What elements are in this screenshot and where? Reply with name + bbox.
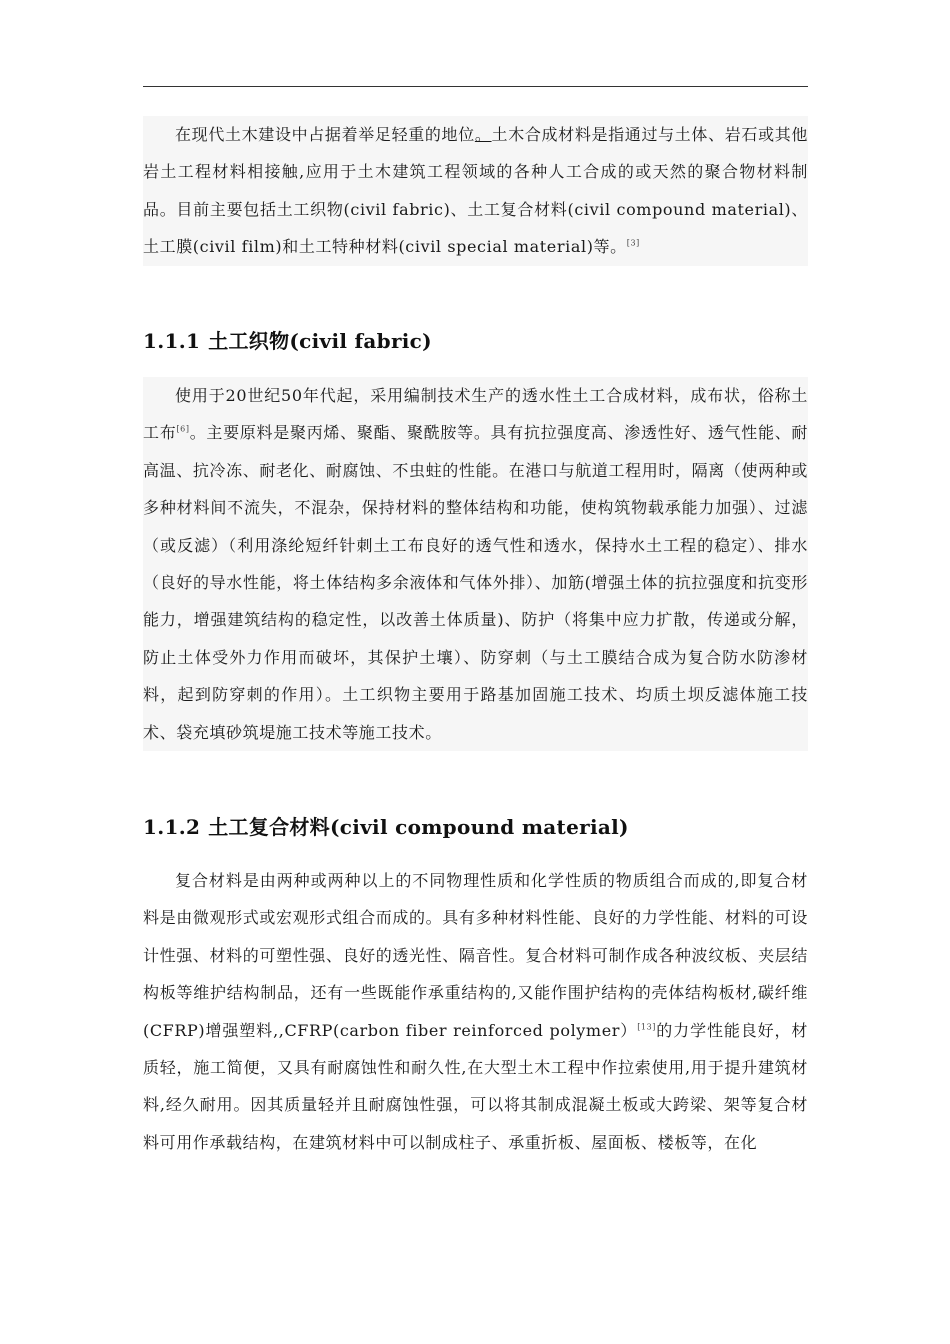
intro-lead-text: 在现代土木建设中占据着举足轻重的地位 [175,125,475,144]
compound-text-part2: 的力学性能良好，材质轻，施工简便，又具有耐腐蚀性和耐久性,在大型土木工程中作拉索使用,用于提升建筑材料,经久耐用。因其质量轻并且耐腐蚀性强，可以将其制成混凝土板或大跨梁、架等复合材料可用作承载结构，在建筑材料中可以制成柱子、承重折板、屋面板、楼板等，在化 [143,1020,808,1152]
intro-lead-mark: 。 [474,125,492,144]
fabric-text-part2: 。主要原料是聚丙烯、聚酯、聚酰胺等。具有抗拉强度高、渗透性好、透气性能、耐高温、抗冷冻、耐老化、耐腐蚀、不虫蛀的性能。在港口与航道工程用时，隔离（使两种或多种材料间不流失，不混杂，保持材料的整体结构和功能，使构筑物载承能力加强）、过滤（或反滤）（利用涤纶短纤针刺土工布良好的透气性和透水，保持水土工程的稳定）、排水（良好的导水性能，将土体结构多余液体和气体外排）、加筋(增强土体的抗拉强度和抗变形能力，增强建筑结构的稳定性，以改善土体质量)、防护（将集中应力扩散，传递或分解，防止土体受外力作用而破坏，其保护土壤）、防穿刺（与土工膜结合成为复合防水防渗材料，起到防穿刺的作用）。土工织物主要用于路基加固施工技术、均质土坝反滤体施工技术、袋充填砂筑堤施工技术等施工技术。 [143,423,809,742]
heading-title: 土工织物(civil fabric) [208,329,432,353]
heading-number: 1.1.1 [143,329,201,353]
fabric-citation: [6] [176,425,190,435]
heading-title: 土工复合材料(civil compound material) [208,815,629,839]
heading-number: 1.1.2 [143,815,201,839]
header-rule [143,86,808,87]
intro-citation: [3] [626,238,640,248]
intro-paragraph-block [143,116,808,266]
heading-civil-compound-material [143,813,808,841]
fabric-text-part1: 使用于20世纪50年代起，采用编制技术生产的透水性土工合成材料，成布状，俗称土工布 [143,386,808,443]
intro-text: 土木合成材料是指通过与土体、岩石或其他岩土工程材料相接触,应用于土木建筑工程领域的各种人工合成的或天然的聚合物材料制品。目前主要包括土工织物(civil fabric)、土工复合材料(civil compound material)、 土工膜(civil film)和土工特种材料(civil special material)等。 [143,125,808,257]
heading-civil-fabric [143,327,808,355]
compound-text-part1: 复合材料是由两种或两种以上的不同物理性质和化学性质的物质组合而成的,即复合材料是由微观形式或宏观形式组合而成的。具有多种材料性能、良好的力学性能、材料的可设计性强、材料的可塑性强、良好的透光性、隔音性。复合材料可制作成各种波纹板、夹层结构板等维护结构制品，还有一些既能作承重结构的,又能作围护结构的壳体结构板材,碳纤维(CFRP)增强塑料,,CFRP(carbon fiber reinforced polymer） [143,871,808,1040]
compound-paragraph-block [143,862,808,1161]
fabric-paragraph [143,377,808,751]
intro-paragraph [143,116,808,266]
compound-paragraph [143,862,808,1161]
compound-citation: [13] [637,1022,657,1032]
fabric-paragraph-block [143,377,808,751]
